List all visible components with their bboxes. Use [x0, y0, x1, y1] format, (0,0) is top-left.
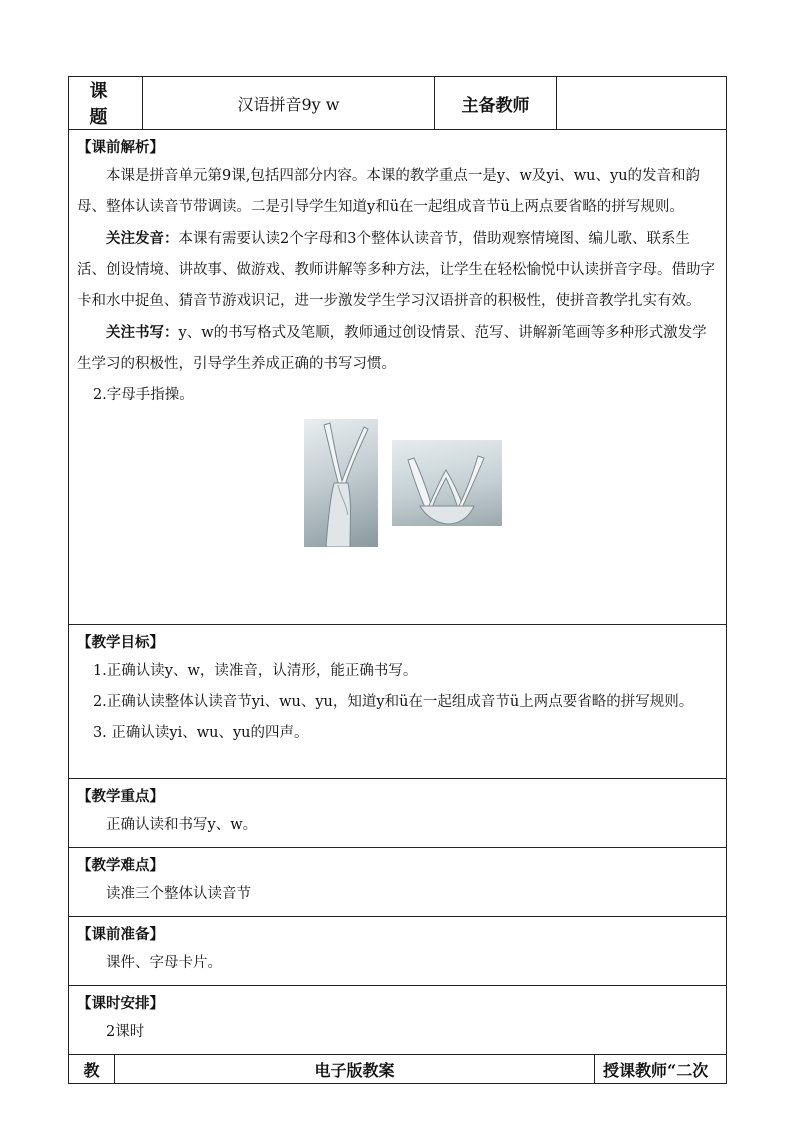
objectives-heading: 【教学目标】: [77, 634, 164, 651]
pronunciation-text: 本课有需要认读2个字母和3个整体认读音节，借助观察情境图、编儿歌、联系生活、创设情境、讲故事、做游戏、教师讲解等多种方法，让学生在轻松愉悦中认读拼音字母。借助字卡和水中捉鱼、猜音节游戏识记，进一步激发学生学习汉语拼音的积极性，使拼音教学扎实有效。: [77, 231, 715, 309]
pronunciation-paragraph: [77, 223, 718, 317]
footer-teacher-label: 授课教师“二次: [595, 1055, 727, 1084]
schedule-text: 2课时: [106, 1024, 145, 1040]
key-points-text: 正确认读和书写y、w。: [106, 817, 258, 833]
writing-paragraph: [77, 317, 718, 380]
footer-electronic-plan: 电子版教案: [115, 1055, 595, 1084]
objectives-row: [69, 625, 727, 779]
pre-analysis-heading: 【课前解析】: [77, 139, 164, 156]
preparation-heading: 【课前准备】: [77, 926, 164, 943]
lesson-plan-sheet: [68, 76, 726, 1084]
header-row: [69, 77, 727, 130]
hand-y-image: [304, 419, 378, 547]
objective-item-2: 2.正确认读整体认读音节yi、wu、yu，知道y和ü在一起组成音节ü上两点要省略的拼写规则。: [92, 694, 694, 710]
writing-text: y、w的书写格式及笔顺，教师通过创设情景、范写、讲解新笔画等多种形式激发学生学习的积极性，引导学生养成正确的书写习惯。: [77, 325, 707, 372]
schedule-row: [69, 986, 727, 1055]
hand-gesture-figures: [77, 411, 718, 551]
difficulties-heading: 【教学难点】: [77, 857, 164, 874]
key-points-row: [69, 779, 727, 848]
lead-teacher-value: [557, 77, 727, 130]
pre-analysis-row: [69, 130, 727, 625]
schedule-heading: 【课时安排】: [77, 995, 164, 1012]
pronunciation-label: 关注发音：: [106, 230, 179, 247]
preparation-row: [69, 917, 727, 986]
topic-label: 课 题: [69, 77, 143, 130]
topic-value: 汉语拼音9y w: [143, 77, 435, 130]
footer-row: [69, 1055, 727, 1084]
difficulties-text: 读准三个整体认读音节: [106, 886, 251, 902]
key-points-heading: 【教学重点】: [77, 788, 164, 805]
writing-label: 关注书写：: [106, 324, 179, 341]
objective-item-3: 3. 正确认读yi、wu、yu的四声。: [92, 725, 309, 741]
footer-teach-label: 教: [69, 1055, 115, 1084]
footer-table: [68, 1054, 727, 1084]
finger-exercise-item: 2.字母手指操。: [92, 387, 194, 403]
lead-teacher-label: 主备教师: [435, 77, 557, 130]
preparation-text: 课件、字母卡片。: [106, 955, 222, 971]
lesson-plan-table: [68, 76, 727, 1055]
difficulties-row: [69, 848, 727, 917]
objective-item-1: 1.正确认读y、w，读准音，认清形，能正确书写。: [92, 663, 418, 679]
hand-w-image: [392, 440, 502, 526]
pre-analysis-intro: 本课是拼音单元第9课,包括四部分内容。本课的教学重点一是y、w及yi、wu、yu的发音和韵母、整体认读音节带调读。二是引导学生知道y和ü在一起组成音节ü上两点要省略的拼写规则。: [77, 168, 701, 215]
